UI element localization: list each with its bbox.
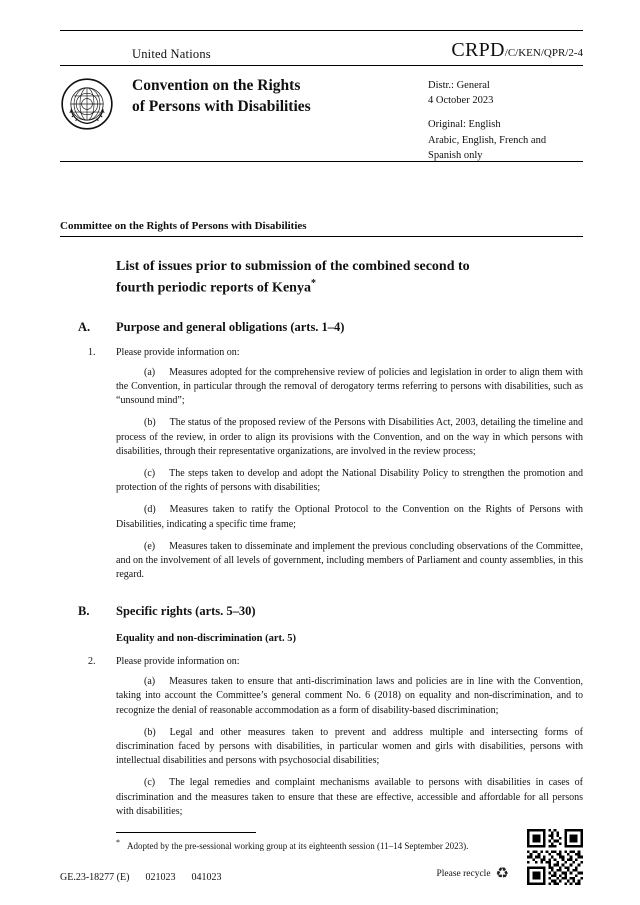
section-a-letter: A.	[78, 319, 91, 334]
distribution-date: 4 October 2023	[428, 95, 494, 107]
recycle-icon: ♻	[495, 866, 509, 882]
item-label: (c)	[144, 777, 156, 789]
masthead-body	[60, 66, 583, 163]
recycle-note	[436, 864, 509, 883]
footnote-area	[60, 832, 583, 851]
recycle-label: Please recycle	[436, 868, 491, 879]
paragraph-1-number: 1.	[88, 346, 96, 358]
paragraph-2	[60, 656, 583, 667]
masthead-topline	[60, 35, 583, 66]
languages-line1: Arabic, English, French and	[428, 134, 547, 146]
job-number: GE.23-18277 (E)	[60, 872, 130, 883]
item-text: Legal and other measures taken to prevent and address multiple and intersecting forms of discrimination faced by persons with disabilities, in particular women and girls with disabilities, persons with intellectual disabilities and persons with psychosocial disabilities;	[116, 726, 583, 767]
convention-title-line1: Convention on the Rights	[132, 77, 301, 94]
distribution-block	[428, 75, 583, 163]
committee-name: Committee on the Rights of Persons with Disabilities	[60, 220, 583, 237]
item-a1-d	[116, 503, 583, 531]
distribution-label: Distr.: General	[428, 80, 490, 91]
item-text: The status of the proposed review of the Persons with Disabilities Act, 2003, detailing the timeline and process of the review, in order to align its provisions with the Convention, and on the way in which persons with disabilities, through their representative organizations, are involved in the review process;	[116, 417, 583, 457]
paragraph-2-number: 2.	[88, 656, 96, 668]
item-label: (b)	[144, 726, 156, 738]
page-title-line2: fourth periodic reports of Kenya	[116, 280, 311, 296]
masthead	[60, 30, 583, 162]
paragraph-2-lead: Please provide information on:	[116, 656, 240, 668]
section-b-title: Specific rights (arts. 5–30)	[116, 604, 256, 619]
item-label: (b)	[144, 417, 156, 429]
footnote-divider	[116, 832, 256, 833]
item-text: Measures taken to ensure that anti-discrimination laws and policies are in line with the Convention, taking into account the Committee’s general comment No. 6 (2018) on equality and non-discrimination, and to recognize the denial of reasonable accommodation as a form of disability-based discrimination;	[116, 676, 583, 716]
paragraph-1	[60, 347, 583, 358]
section-a-heading	[60, 320, 583, 335]
item-b2-c	[116, 776, 583, 819]
footnote	[116, 838, 583, 851]
qr-code-icon	[527, 829, 583, 885]
languages-line2: Spanish only	[428, 149, 483, 161]
page-footer	[60, 864, 583, 883]
un-emblem-icon	[60, 75, 132, 163]
page-title-line1: List of issues prior to submission of the combined second to	[116, 259, 470, 274]
item-label: (a)	[144, 366, 156, 378]
item-label: (c)	[144, 467, 156, 479]
footer-code-1: 021023	[145, 872, 176, 883]
item-text: Measures taken to disseminate and implement the previous concluding observations of the Committee, and on the involvement of all levels of government, including members of Parliament and county assemblies, in this regard.	[116, 540, 583, 581]
document-content	[60, 30, 583, 819]
job-number-block	[60, 872, 237, 883]
document-symbol-prefix: CRPD	[451, 39, 505, 61]
item-text: The steps taken to develop and adopt the National Disability Policy to strengthen the promotion and protection of the rights of persons with disabilities;	[116, 467, 583, 494]
item-a1-e	[116, 540, 583, 583]
item-label: (a)	[144, 676, 156, 688]
page-title	[116, 257, 583, 298]
item-b2-b	[116, 726, 583, 769]
title-footnote-marker: *	[310, 277, 316, 289]
page-title-line2-wrap	[116, 277, 583, 298]
item-text: Measures adopted for the comprehensive review of policies and legislation in order to align them with the Convention, in particular through the removal of derogatory terms referring to persons with disabilities, such as “unsound mind”;	[116, 366, 583, 407]
item-text: Measures taken to ratify the Optional Protocol to the Convention on the Rights of Persons with Disabilities, indicating a specific time frame;	[116, 504, 583, 530]
convention-title	[132, 75, 428, 163]
section-b-heading	[60, 604, 583, 619]
original-language: Original: English	[428, 119, 501, 131]
item-a1-b	[116, 416, 583, 459]
footnote-text: Adopted by the pre-sessional working group at its eighteenth session (11–14 September 2023).	[127, 841, 469, 851]
section-b-subheading: Equality and non-discrimination (art. 5)	[116, 633, 296, 645]
document-symbol	[451, 39, 583, 62]
footnote-marker: *	[116, 838, 120, 847]
item-a1-c	[116, 467, 583, 495]
footer-code-2: 041023	[191, 872, 222, 883]
item-text: The legal remedies and complaint mechanisms available to persons with disabilities in cases of discrimination and the measures taken to ensure that these are effective, accessible and affordable for all persons with disabilities;	[116, 777, 583, 817]
item-b2-a	[116, 675, 583, 718]
item-label: (e)	[144, 540, 156, 552]
convention-title-line2: of Persons with Disabilities	[132, 97, 311, 115]
item-a1-a	[116, 366, 583, 409]
document-symbol-suffix: /C/KEN/QPR/2-4	[504, 47, 583, 59]
organization-name: United Nations	[132, 47, 211, 61]
section-a-title: Purpose and general obligations (arts. 1–4)	[116, 319, 345, 334]
section-b-letter: B.	[78, 604, 90, 619]
item-label: (d)	[144, 504, 156, 516]
paragraph-1-lead: Please provide information on:	[116, 346, 240, 358]
